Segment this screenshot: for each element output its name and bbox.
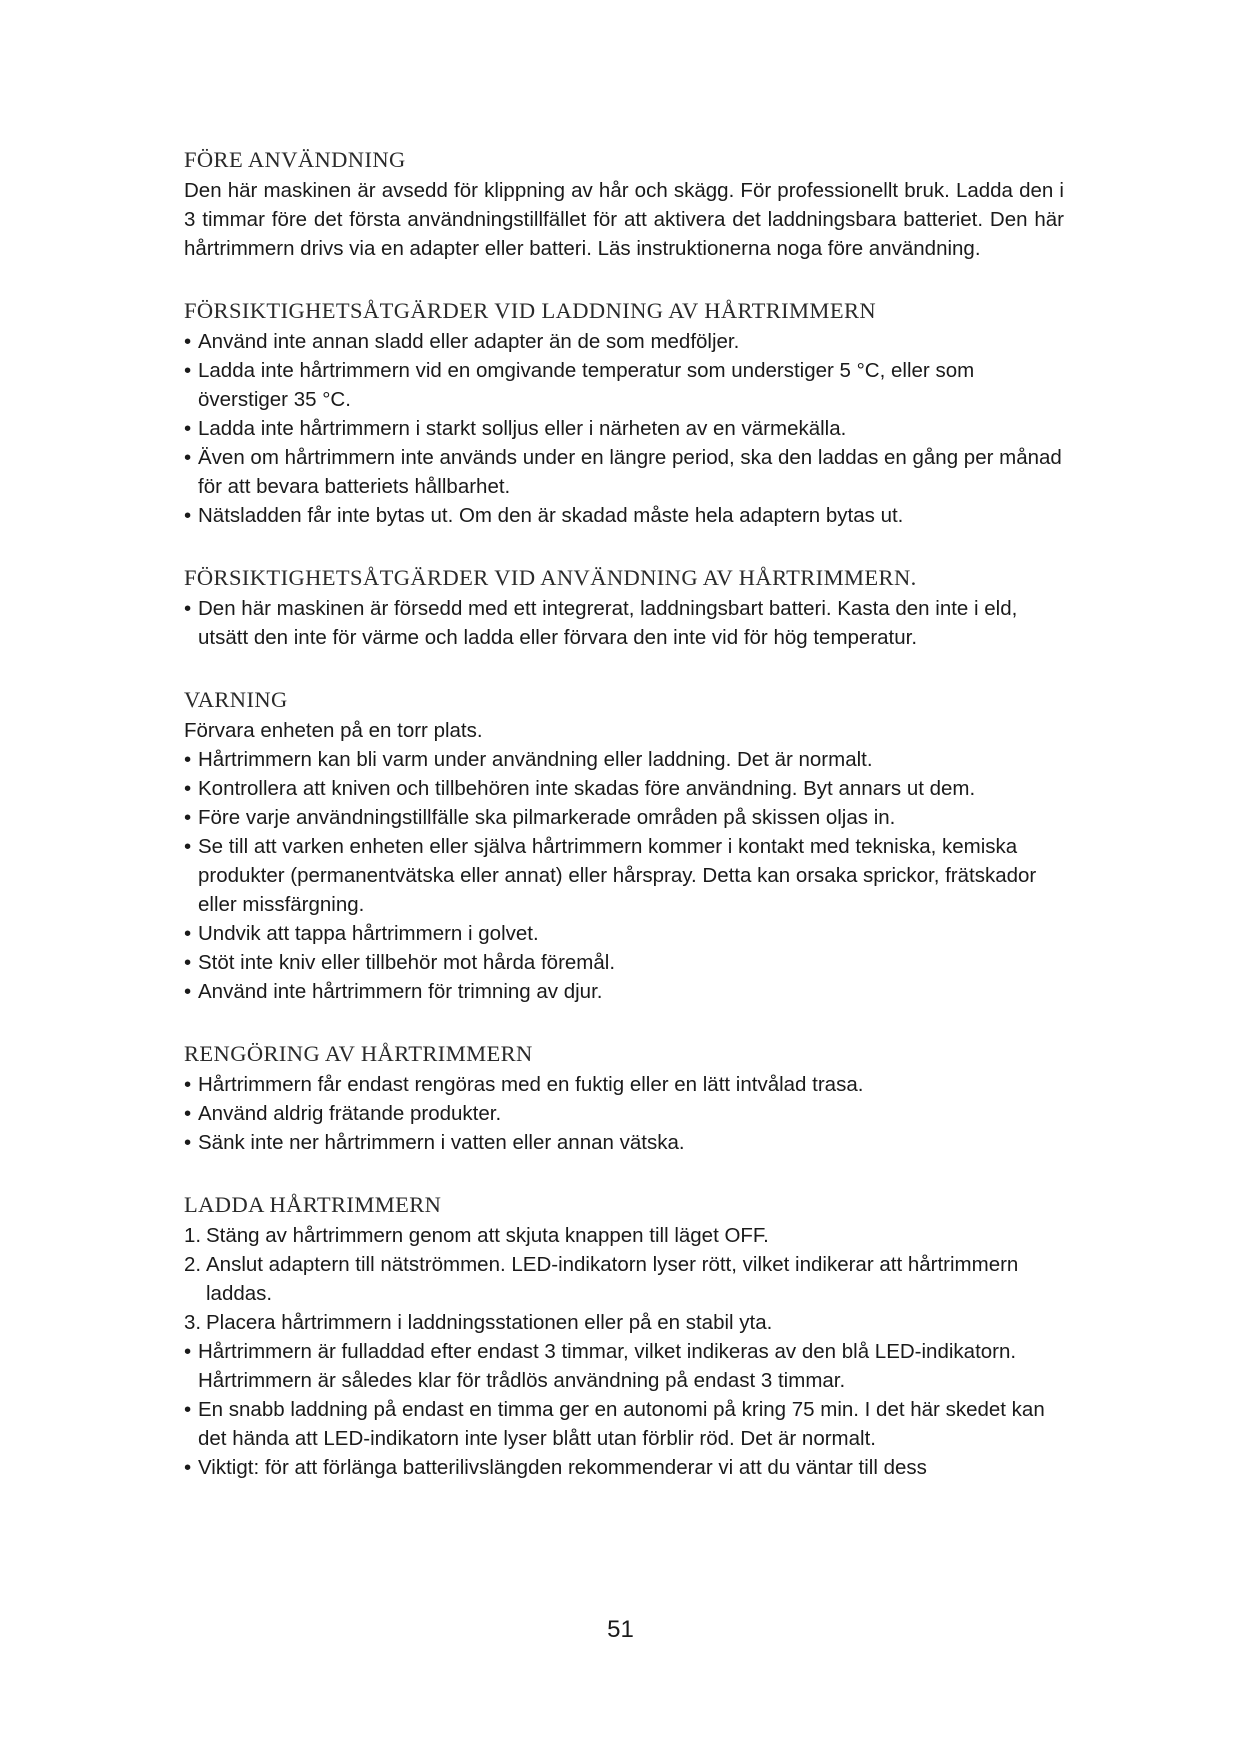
list-item: • Använd inte annan sladd eller adapter än de som medföljer. <box>184 327 1064 356</box>
page-number: 51 <box>607 1616 634 1643</box>
step-number: 2. <box>184 1253 202 1276</box>
list-item: • Den här maskinen är försedd med ett integrerat, laddningsbart batteri. Kasta den inte i eld, utsätt den inte för värme och ladda eller förvara den inte vid för hög temperatur. <box>184 594 1064 652</box>
bullet-list <box>184 594 1064 652</box>
section-charging-precautions <box>184 297 1064 530</box>
section-heading: FÖRE ANVÄNDNING <box>184 147 406 172</box>
bullet-marker: • <box>184 446 192 469</box>
list-item: • Ladda inte hårtrimmern i starkt solljus eller i närheten av en värmekälla. <box>184 414 1064 443</box>
step-number: 1. <box>184 1224 202 1247</box>
bullet-marker: • <box>184 777 192 800</box>
bullet-marker: • <box>184 359 192 382</box>
list-item: • Nätsladden får inte bytas ut. Om den är skadad måste hela adaptern bytas ut. <box>184 501 1064 530</box>
list-item: • Hårtrimmern får endast rengöras med en fuktig eller en lätt intvålad trasa. <box>184 1070 1064 1099</box>
bullet-marker: • <box>184 951 192 974</box>
bullet-marker: • <box>184 980 192 1003</box>
bullet-marker: • <box>184 1340 192 1363</box>
section-paragraph: Förvara enheten på en torr plats. <box>184 719 483 742</box>
list-item: • Hårtrimmern är fulladdad efter endast 3 timmar, vilket indikeras av den blå LED-indikatorn. Hårtrimmern är således klar för trådlös användning på endast 3 timmar. <box>184 1337 1064 1395</box>
list-item: • En snabb laddning på endast en timma ger en autonomi på kring 75 min. I det här skedet kan det hända att LED-indikatorn inte lyser blått utan förblir röd. Det är normalt. <box>184 1395 1064 1453</box>
step-item: 1. Stäng av hårtrimmern genom att skjuta knappen till läget OFF. <box>184 1221 1064 1250</box>
list-item: • Använd aldrig frätande produkter. <box>184 1099 1064 1128</box>
list-item: • Viktigt: för att förlänga batterilivslängden rekommenderar vi att du väntar till dess <box>184 1453 1064 1482</box>
bullet-marker: • <box>184 597 192 620</box>
bullet-list <box>184 745 1064 1006</box>
section-heading: VARNING <box>184 687 288 712</box>
section-heading: FÖRSIKTIGHETSÅTGÄRDER VID LADDNING AV HÅRTRIMMERN <box>184 298 877 323</box>
step-item: 3. Placera hårtrimmern i laddningsstationen eller på en stabil yta. <box>184 1308 1064 1337</box>
section-paragraph: Den här maskinen är avsedd för klippning av hår och skägg. För professionellt bruk. Ladda den i 3 timmar före det första användningstillfället för att aktivera det laddningsbara batteriet. Den här hårtrimmern drivs via en adapter eller batteri. Läs instruktionerna noga före användning. <box>184 179 1064 260</box>
section-usage-precautions <box>184 564 1064 652</box>
bullet-marker: • <box>184 417 192 440</box>
bullet-list <box>184 1337 1064 1482</box>
bullet-marker: • <box>184 1102 192 1125</box>
section-cleaning <box>184 1040 1064 1157</box>
bullet-list <box>184 1070 1064 1157</box>
numbered-list <box>184 1221 1064 1337</box>
bullet-marker: • <box>184 748 192 771</box>
list-item: • Hårtrimmern kan bli varm under användning eller laddning. Det är normalt. <box>184 745 1064 774</box>
section-heading: RENGÖRING AV HÅRTRIMMERN <box>184 1041 533 1066</box>
page-content <box>184 146 1064 1482</box>
bullet-marker: • <box>184 806 192 829</box>
bullet-marker: • <box>184 504 192 527</box>
step-number: 3. <box>184 1311 202 1334</box>
bullet-marker: • <box>184 1456 192 1479</box>
section-warning <box>184 686 1064 1006</box>
bullet-marker: • <box>184 1131 192 1154</box>
section-charging <box>184 1191 1064 1482</box>
list-item: • Använd inte hårtrimmern för trimning av djur. <box>184 977 1064 1006</box>
bullet-marker: • <box>184 922 192 945</box>
list-item: • Före varje användningstillfälle ska pilmarkerade områden på skissen oljas in. <box>184 803 1064 832</box>
bullet-marker: • <box>184 1073 192 1096</box>
section-heading: FÖRSIKTIGHETSÅTGÄRDER VID ANVÄNDNING AV HÅRTRIMMERN. <box>184 565 917 590</box>
list-item: • Sänk inte ner hårtrimmern i vatten eller annan vätska. <box>184 1128 1064 1157</box>
list-item: • Stöt inte kniv eller tillbehör mot hårda föremål. <box>184 948 1064 977</box>
list-item: • Undvik att tappa hårtrimmern i golvet. <box>184 919 1064 948</box>
list-item: • Ladda inte hårtrimmern vid en omgivande temperatur som understiger 5 °C, eller som överstiger 35 °C. <box>184 356 1064 414</box>
bullet-marker: • <box>184 835 192 858</box>
section-heading: LADDA HÅRTRIMMERN <box>184 1192 442 1217</box>
list-item: • Även om hårtrimmern inte används under en längre period, ska den laddas en gång per månad för att bevara batteriets hållbarhet. <box>184 443 1064 501</box>
bullet-marker: • <box>184 1398 192 1421</box>
section-before-use <box>184 146 1064 263</box>
bullet-list <box>184 327 1064 530</box>
list-item: • Kontrollera att kniven och tillbehören inte skadas före användning. Byt annars ut dem. <box>184 774 1064 803</box>
bullet-marker: • <box>184 330 192 353</box>
list-item: • Se till att varken enheten eller själva hårtrimmern kommer i kontakt med tekniska, kemiska produkter (permanentvätska eller annat) eller hårspray. Detta kan orsaka sprickor, frätskador eller missfärgning. <box>184 832 1064 919</box>
step-item: 2. Anslut adaptern till nätströmmen. LED-indikatorn lyser rött, vilket indikerar att hårtrimmern laddas. <box>184 1250 1064 1308</box>
